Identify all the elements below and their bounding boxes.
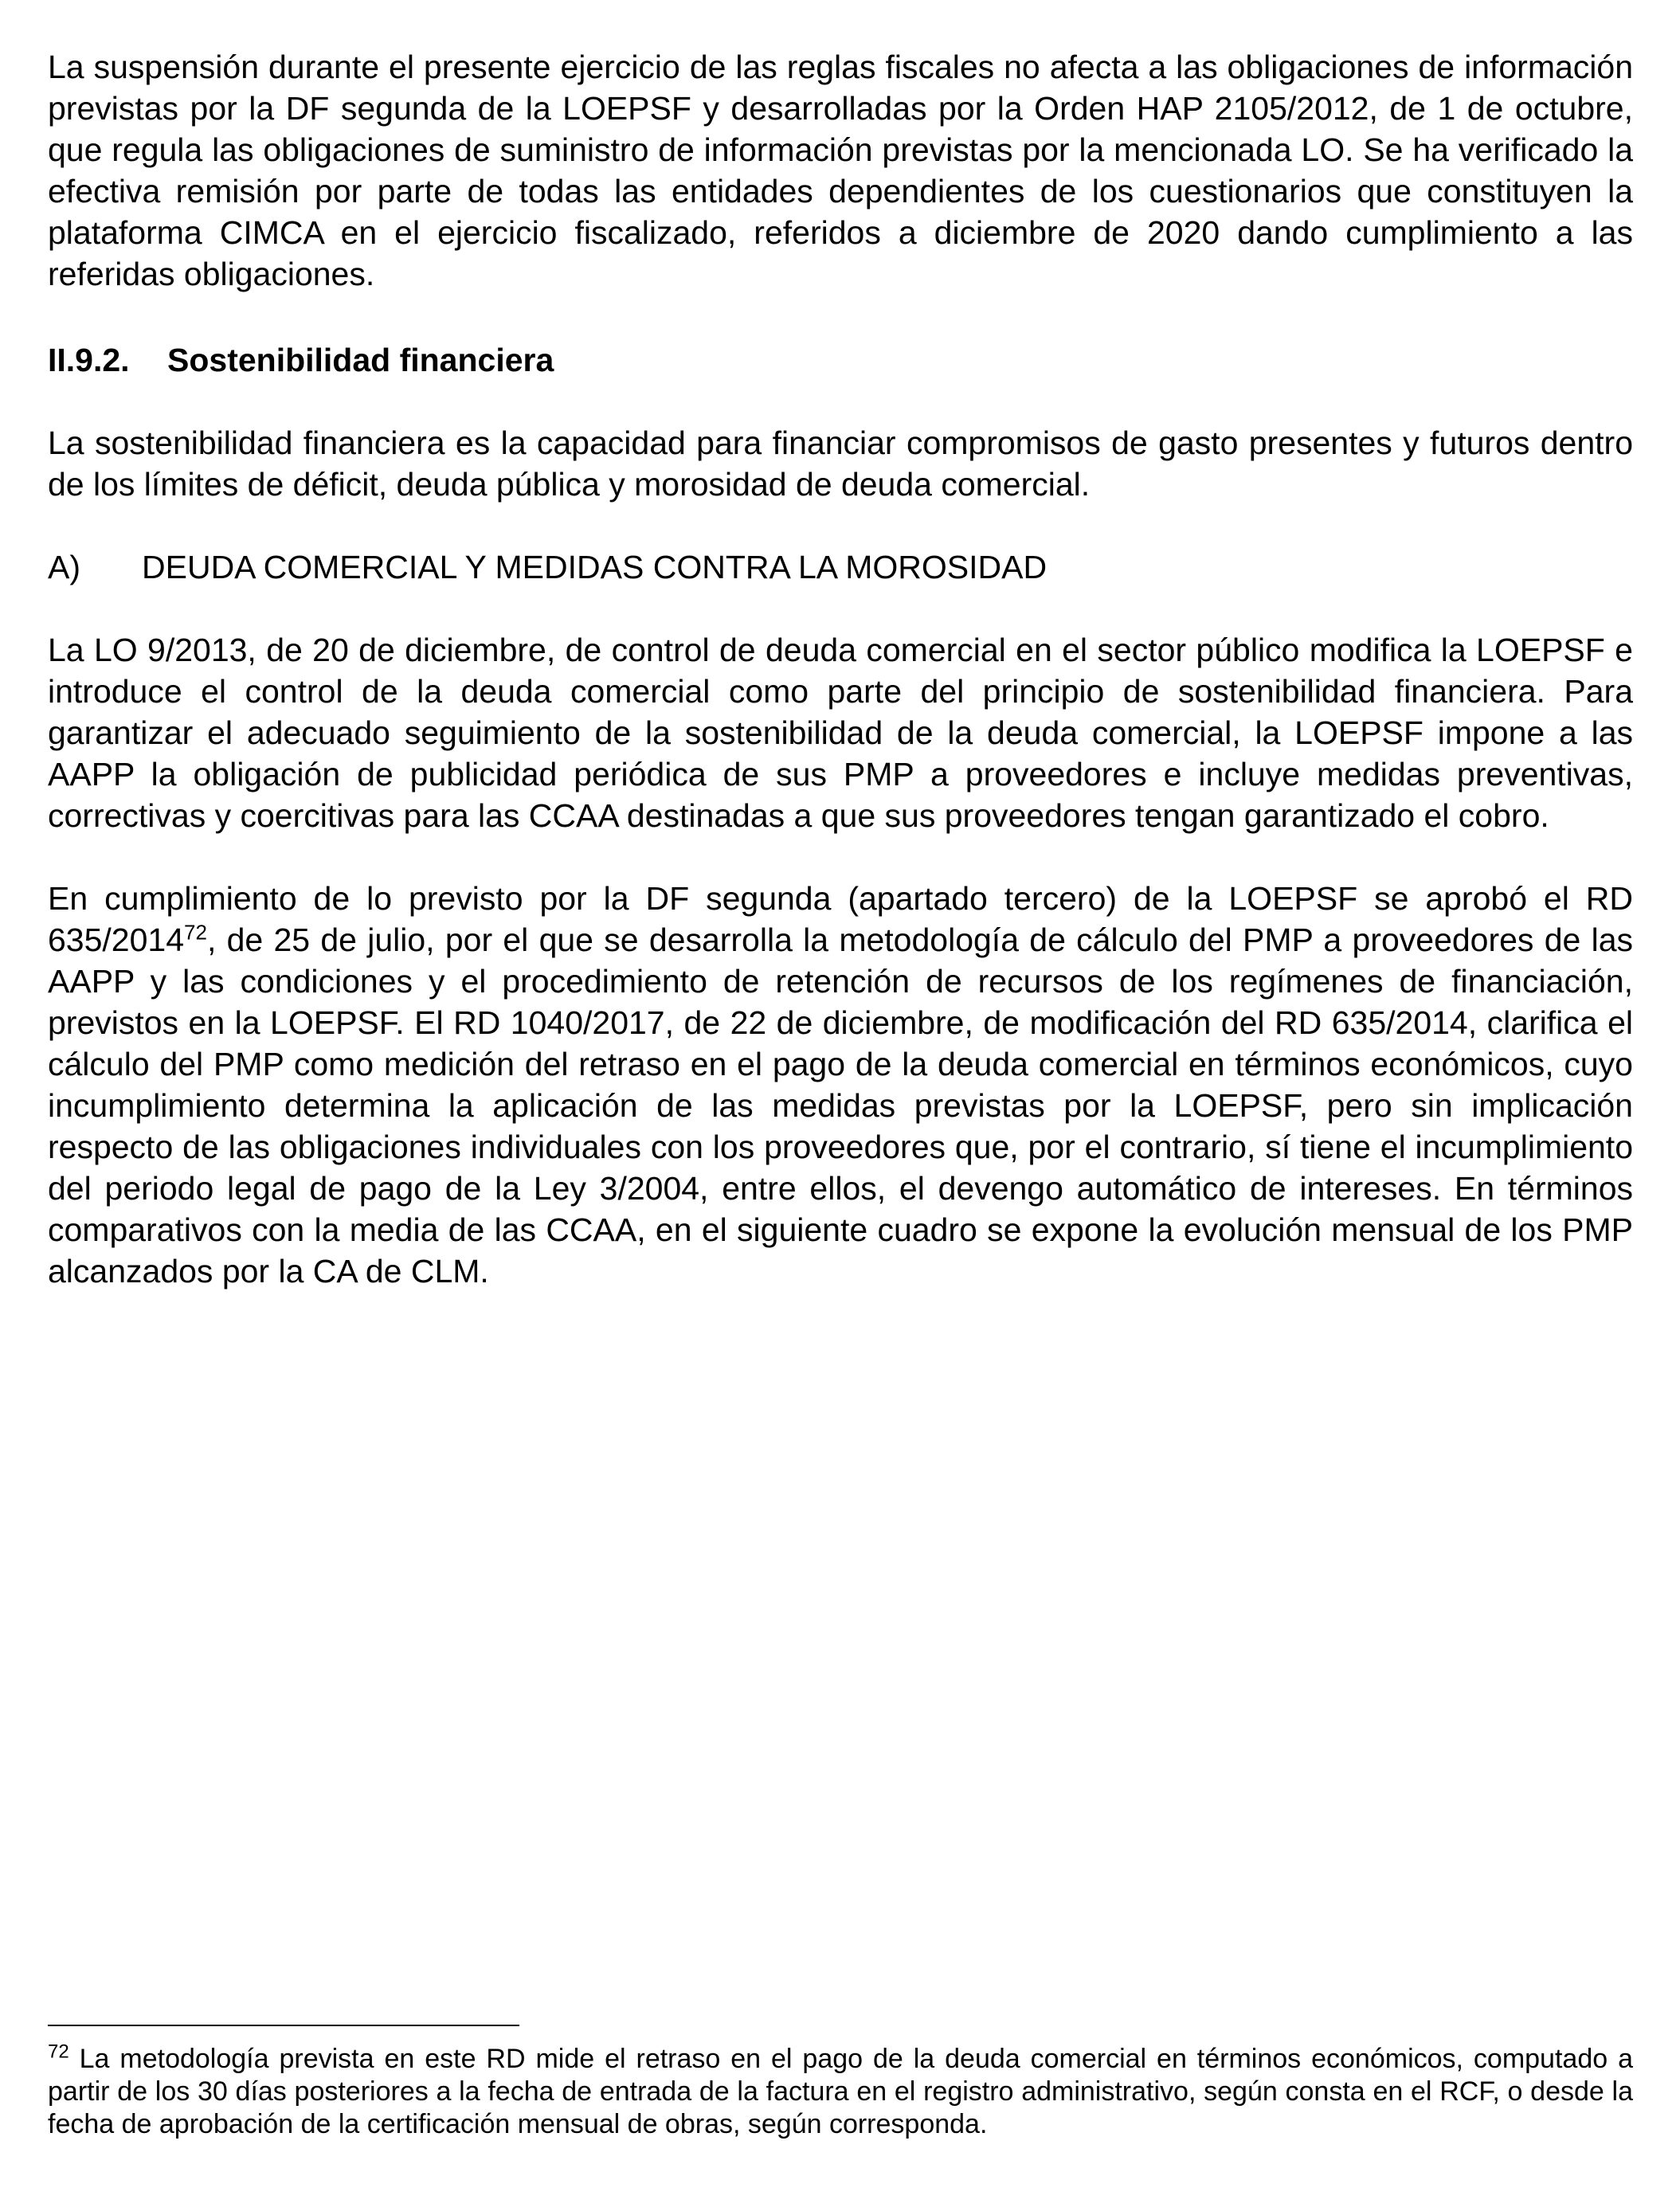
paragraph-lo-9-2013: La LO 9/2013, de 20 de diciembre, de control de deuda comercial en el sector público modifica la LOEPSF e introduce el control de la deuda comercial como parte del principio de sostenibilidad financiera. Para garantizar el adecuado seguimiento de la sostenibilidad de la deuda comercial, la LOEPSF impone a las AAPP la obligación de publicidad periódica de sus PMP a proveedores e incluye medidas preventivas, correctivas y coercitivas para las CCAA destinadas a que sus proveedores tengan garantizado el cobro.	[48, 632, 1633, 834]
footnote-reference[interactable]: 72	[184, 920, 207, 945]
paragraph-sostenibilidad-definicion: La sostenibilidad financiera es la capacidad para financiar compromisos de gasto presentes y futuros dentro de los límites de déficit, deuda pública y morosidad de deuda comercial.	[48, 425, 1633, 503]
subsection-heading	[48, 546, 1633, 588]
footnote-text: La metodología prevista en este RD mide el retraso en el pago de la deuda comercial en términos económicos, computado a partir de los 30 días posteriores a la fecha de entrada de la factura en el registro administrativo, según consta en el RCF, o desde la fecha de aprobación de la certificación mensual de obras, según corresponda.	[48, 2044, 1633, 2139]
footnote-72	[48, 2043, 1633, 2141]
footnote-number: 72	[48, 2041, 69, 2063]
section-heading	[48, 339, 1633, 381]
section-title: Sostenibilidad financiera	[167, 342, 554, 378]
document-body	[48, 46, 1633, 1292]
footnote-separator	[48, 2025, 519, 2026]
paragraph-rd-635-2014	[48, 878, 1633, 1292]
section-number: II.9.2.	[48, 342, 130, 378]
subsection-letter: A)	[48, 549, 80, 585]
paragraph-rd-text-before: En cumplimiento de lo previsto por la DF segunda (apartado tercero) de la LOEPSF se aprobó el RD 635/2014	[48, 880, 1633, 958]
subsection-title: DEUDA COMERCIAL Y MEDIDAS CONTRA LA MOROSIDAD	[142, 549, 1048, 585]
paragraph-reglas-fiscales: La suspensión durante el presente ejercicio de las reglas fiscales no afecta a las obligaciones de información previstas por la DF segunda de la LOEPSF y desarrolladas por la Orden HAP 2105/2012, de 1 de octubre, que regula las obligaciones de suministro de información previstas por la mencionada LO. Se ha verificado la efectiva remisión por parte de todas las entidades dependientes de los cuestionarios que constituyen la plataforma CIMCA en el ejercicio fiscalizado, referidos a diciembre de 2020 dando cumplimiento a las referidas obligaciones.	[48, 49, 1633, 292]
paragraph-rd-text-after: , de 25 de julio, por el que se desarrolla la metodología de cálculo del PMP a proveedores de las AAPP y las condiciones y el procedimiento de retención de recursos de los regímenes de financiación, previstos en la LOEPSF. El RD 1040/2017, de 22 de diciembre, de modificación del RD 635/2014, clarifica el cálculo del PMP como medición del retraso en el pago de la deuda comercial en términos económicos, cuyo incumplimiento determina la aplicación de las medidas previstas por la LOEPSF, pero sin implicación respecto de las obligaciones individuales con los proveedores que, por el contrario, sí tiene el incumplimiento del periodo legal de pago de la Ley 3/2004, entre ellos, el devengo automático de intereses. En términos comparativos con la media de las CCAA, en el siguiente cuadro se expone la evolución mensual de los PMP alcanzados por la CA de CLM.	[48, 922, 1633, 1289]
